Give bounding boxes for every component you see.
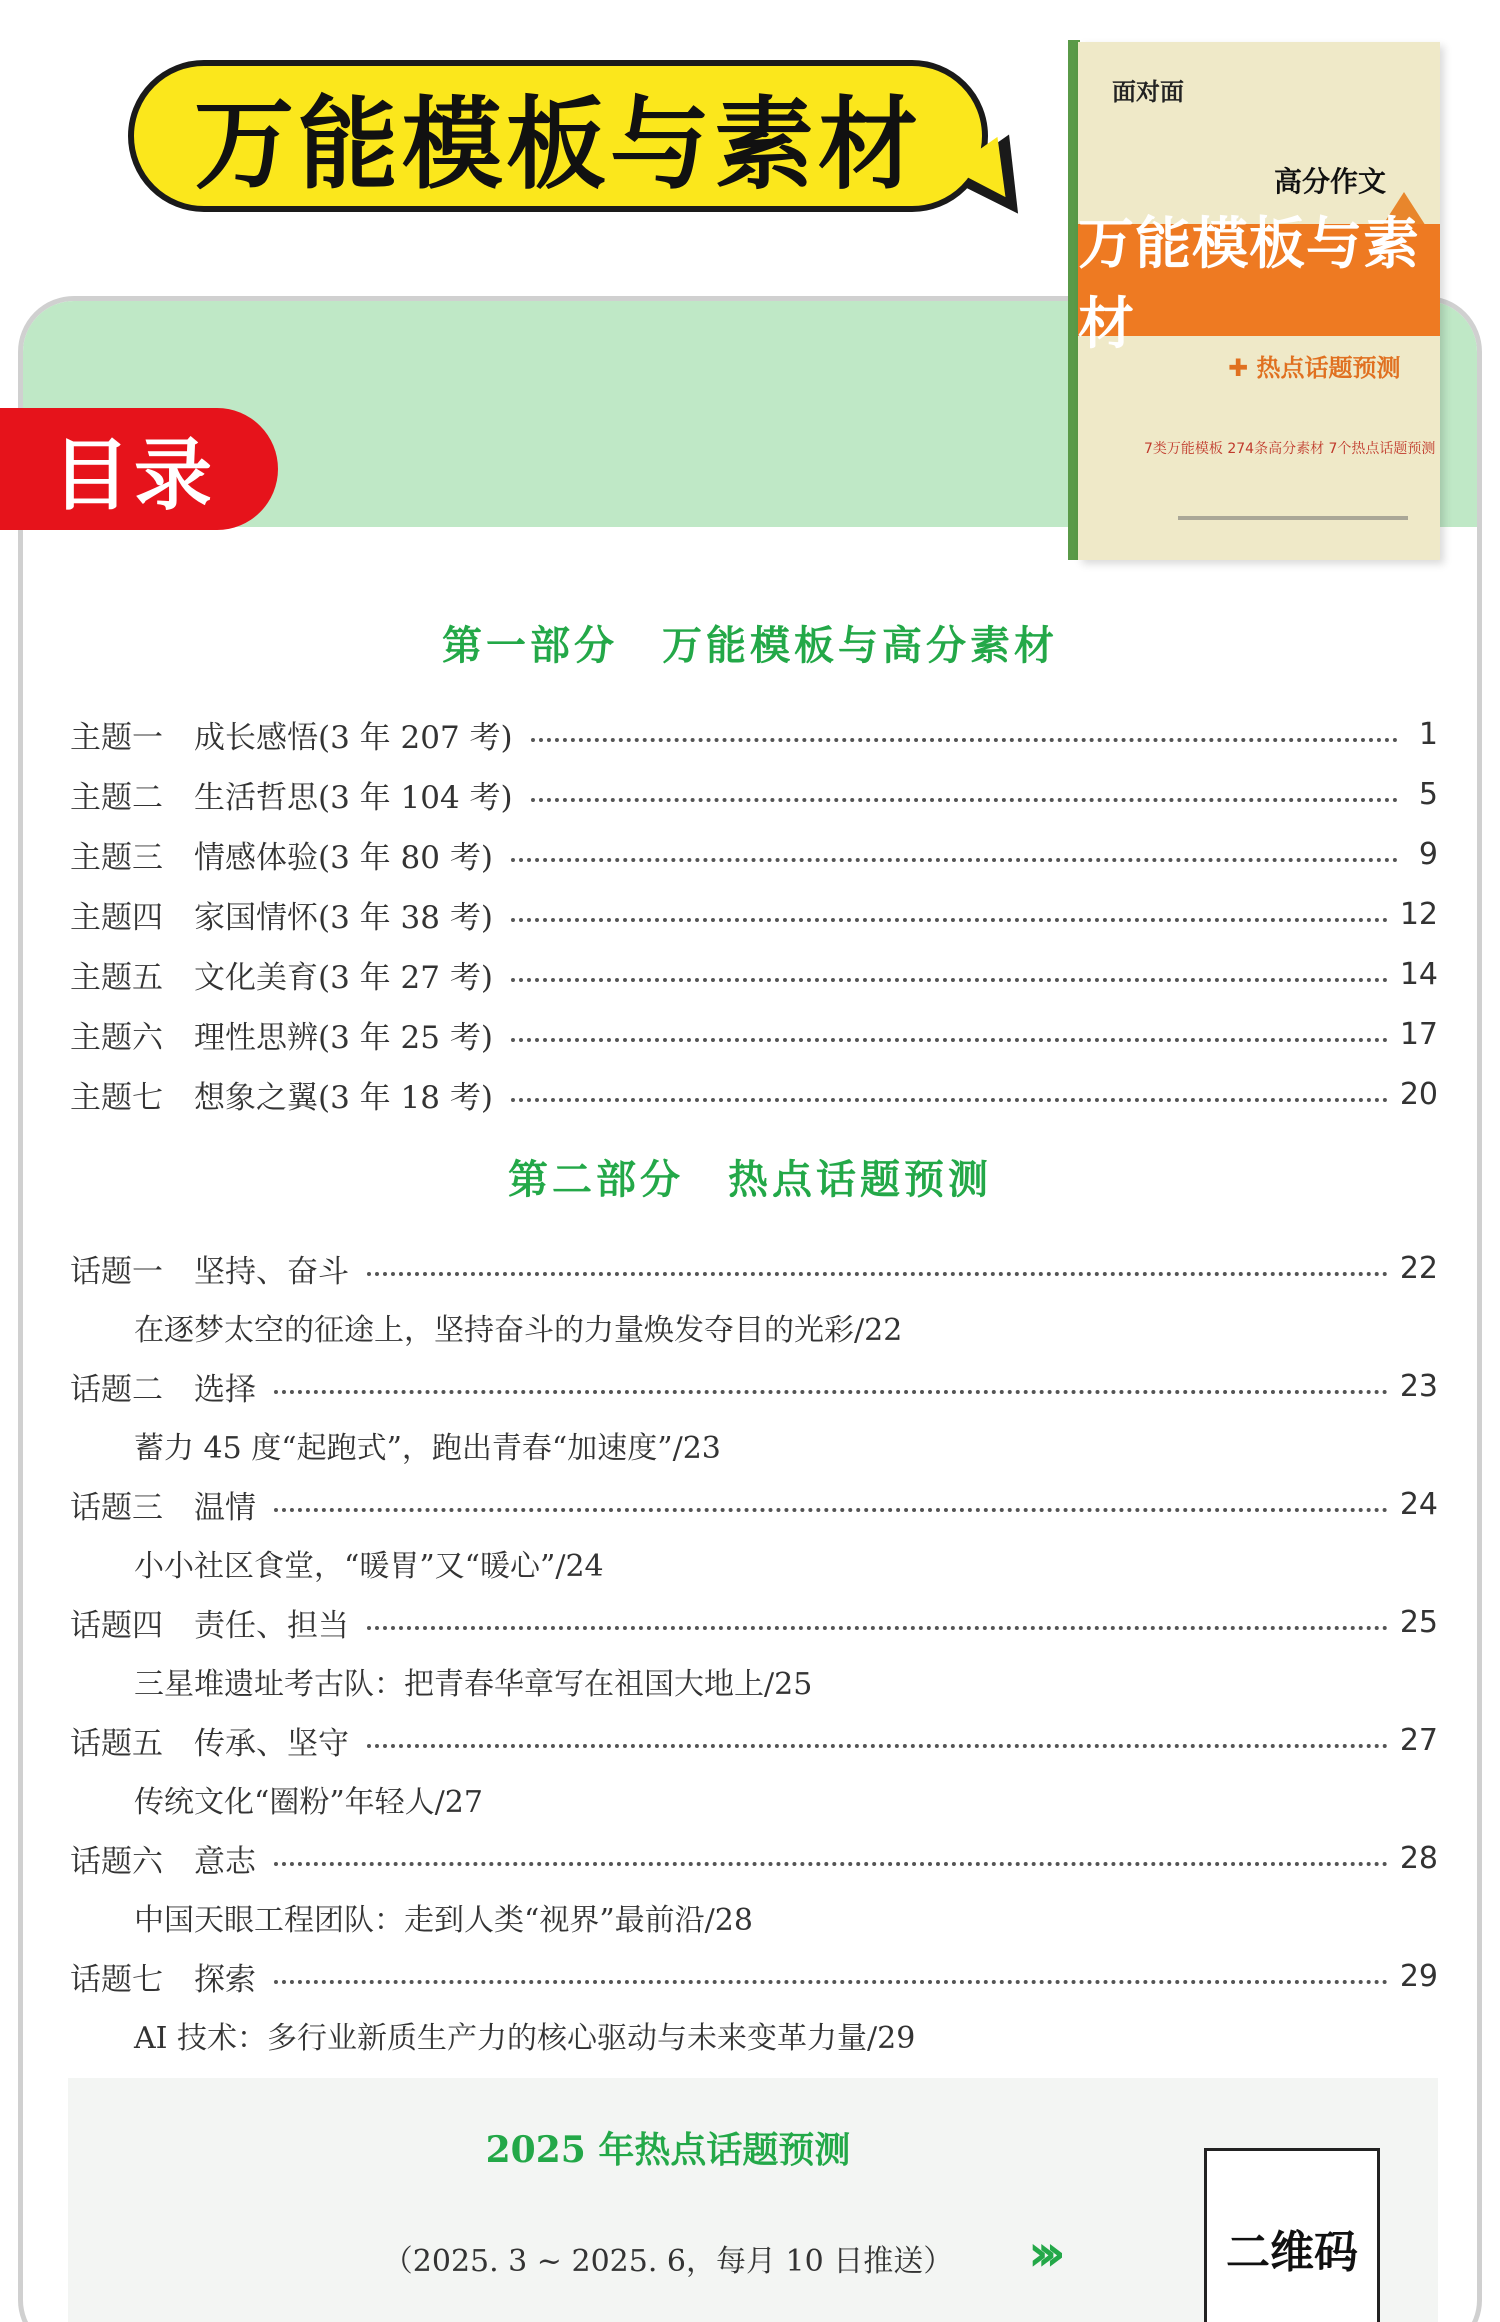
leader-dots — [531, 798, 1398, 802]
toc-label: 话题七 探索 — [70, 1961, 256, 1998]
toc-row[interactable] — [70, 1480, 1438, 1528]
toc-row[interactable] — [70, 830, 1438, 878]
leader-dots — [531, 738, 1398, 742]
book-brand: 面对面 — [1112, 78, 1184, 106]
toc-label: 主题一 成长感悟(3 年 207 考) — [70, 719, 513, 756]
leader-dots — [274, 1508, 1388, 1512]
toc-tab: 目录 — [0, 408, 278, 530]
promo-box — [68, 2078, 1438, 2322]
toc-row[interactable] — [70, 1010, 1438, 1058]
toc-page: 1 — [1418, 716, 1438, 752]
book-stats: 7类万能模板 274条高分素材 7个热点话题预测 — [1144, 441, 1436, 457]
leader-dots — [367, 1272, 1388, 1276]
leader-dots — [274, 1862, 1388, 1866]
toc-label: 话题二 选择 — [70, 1371, 256, 1408]
toc-label: 主题四 家国情怀(3 年 38 考) — [70, 899, 493, 936]
toc-subitem[interactable]: AI 技术：多行业新质生产力的核心驱动与未来变革力量/29 — [134, 2021, 916, 2056]
toc-row[interactable] — [70, 950, 1438, 998]
toc-row[interactable] — [70, 1070, 1438, 1118]
promo-title: 2025 年热点话题预测 — [485, 2129, 851, 2171]
book-footer-line — [1178, 516, 1408, 520]
book-band-title: 万能模板与素材 — [1078, 224, 1440, 336]
toc-label: 话题六 意志 — [70, 1843, 256, 1880]
toc-label: 主题七 想象之翼(3 年 18 考) — [70, 1079, 493, 1116]
toc-page: 22 — [1399, 1250, 1438, 1286]
chevron-right-icon: ››› — [1028, 2224, 1054, 2282]
leader-dots — [511, 858, 1398, 862]
toc-page: 5 — [1418, 776, 1438, 812]
leader-dots — [511, 1038, 1388, 1042]
toc-label: 主题二 生活哲思(3 年 104 考) — [70, 779, 513, 816]
toc-row[interactable] — [70, 710, 1438, 758]
toc-row[interactable] — [70, 1362, 1438, 1410]
toc-subitem[interactable]: 三星堆遗址考古队：把青春华章写在祖国大地上/25 — [134, 1667, 813, 1702]
toc-page: 17 — [1399, 1016, 1438, 1052]
toc-row[interactable] — [70, 1952, 1438, 2000]
toc-label: 话题一 坚持、奋斗 — [70, 1253, 349, 1290]
leader-dots — [274, 1390, 1388, 1394]
book-subtitle: 高分作文 — [1274, 165, 1387, 198]
part2-title: 第二部分 热点话题预测 — [508, 1157, 992, 1203]
toc-label: 主题五 文化美育(3 年 27 考) — [70, 959, 493, 996]
toc-subitem[interactable]: 中国天眼工程团队：走到人类“视界”最前沿/28 — [134, 1903, 753, 1938]
leader-dots — [511, 918, 1388, 922]
leader-dots — [367, 1744, 1388, 1748]
toc-page: 9 — [1418, 836, 1438, 872]
leader-dots — [274, 1980, 1388, 1984]
toc-page: 27 — [1399, 1722, 1438, 1758]
toc-label: 话题三 温情 — [70, 1489, 256, 1526]
leader-dots — [511, 1098, 1388, 1102]
qr-code[interactable]: 二维码 — [1204, 2148, 1380, 2322]
toc-page: 28 — [1399, 1840, 1438, 1876]
toc-page: 25 — [1399, 1604, 1438, 1640]
toc-page: 23 — [1399, 1368, 1438, 1404]
toc-row[interactable] — [70, 890, 1438, 938]
toc-subitem[interactable]: 蓄力 45 度“起跑式”，跑出青春“加速度”/23 — [134, 1431, 721, 1466]
toc-page: 20 — [1399, 1076, 1438, 1112]
toc-subitem[interactable]: 在逐梦太空的征途上，坚持奋斗的力量焕发夺目的光彩/22 — [134, 1313, 903, 1348]
page-title: 万能模板与素材 — [194, 86, 922, 203]
toc-label: 话题五 传承、坚守 — [70, 1725, 349, 1762]
part1-title: 第一部分 万能模板与高分素材 — [442, 623, 1058, 669]
toc-row[interactable] — [70, 1716, 1438, 1764]
toc-subitem[interactable]: 小小社区食堂，“暖胃”又“暖心”/24 — [134, 1549, 604, 1584]
toc-row[interactable] — [70, 1834, 1438, 1882]
toc-page: 12 — [1399, 896, 1438, 932]
leader-dots — [511, 978, 1388, 982]
toc-row[interactable] — [70, 770, 1438, 818]
toc-page: 14 — [1399, 956, 1438, 992]
toc-label: 话题四 责任、担当 — [70, 1607, 349, 1644]
toc-page: 24 — [1399, 1486, 1438, 1522]
toc-subitem[interactable]: 传统文化“圈粉”年轻人/27 — [134, 1785, 483, 1820]
toc-label: 主题三 情感体验(3 年 80 考) — [70, 839, 493, 876]
promo-date: （2025. 3 ~ 2025. 6，每月 10 日推送） — [382, 2244, 954, 2279]
toc-row[interactable] — [70, 1598, 1438, 1646]
book-cover-image — [1078, 42, 1440, 560]
toc-label: 主题六 理性思辨(3 年 25 考) — [70, 1019, 493, 1056]
book-hot-topics: ✚ 热点话题预测 — [1228, 354, 1401, 382]
toc-page: 29 — [1399, 1958, 1438, 1994]
toc-row[interactable] — [70, 1244, 1438, 1292]
leader-dots — [367, 1626, 1388, 1630]
